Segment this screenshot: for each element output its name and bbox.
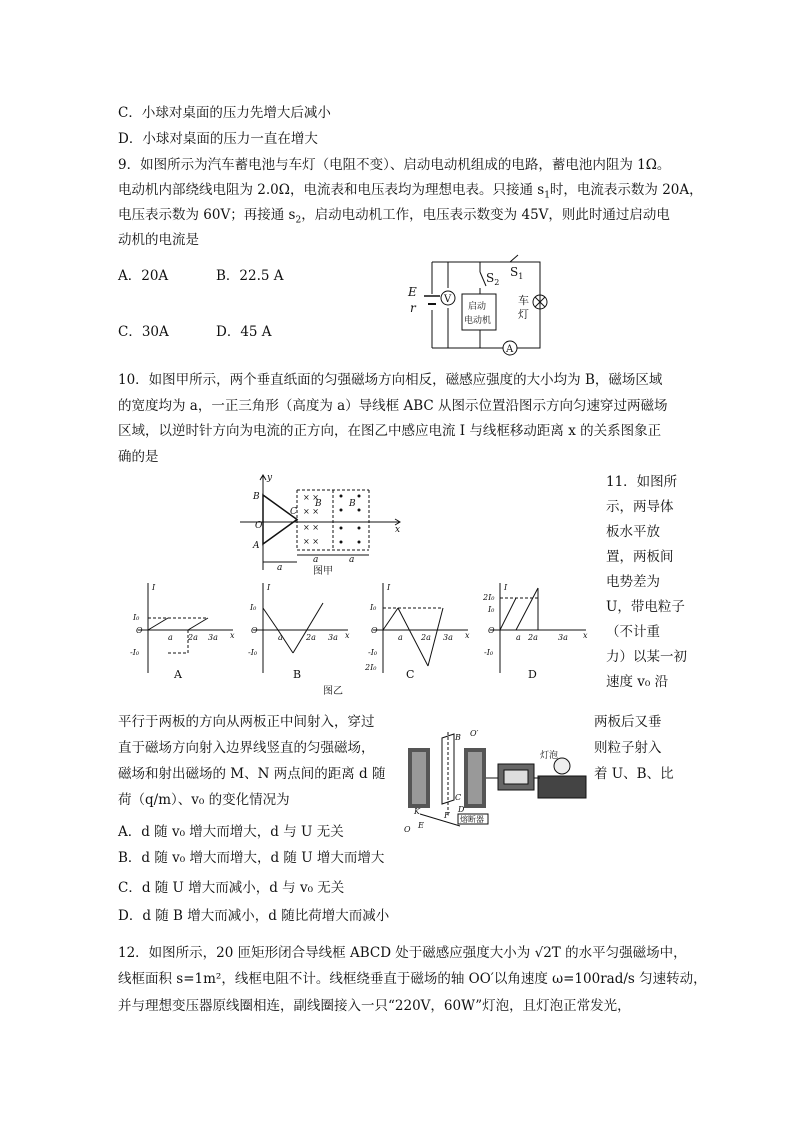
- q11-stem-line2: 直于磁场方向射入边界线竖直的匀强磁场，: [118, 740, 375, 756]
- q11-stem-line1-right: 两板后又垂: [594, 714, 662, 730]
- svg-text:C: C: [455, 793, 462, 802]
- svg-text:B: B: [253, 492, 260, 502]
- svg-text:2a: 2a: [421, 633, 431, 642]
- q10-graph-label-a: A: [174, 668, 182, 681]
- svg-text:O: O: [488, 626, 495, 635]
- svg-text:2I₀: 2I₀: [483, 593, 495, 602]
- svg-text:-I₀: -I₀: [368, 648, 378, 657]
- q11-option-a: A．d 随 v₀ 增大而增大，d 与 U 无关: [118, 824, 344, 840]
- svg-text:× ×: × ×: [303, 537, 319, 546]
- q9-option-c: C．30A: [118, 324, 169, 340]
- q9-voltmeter-label: V: [444, 294, 452, 305]
- q11-side-9: 速度 v₀ 沿: [606, 674, 669, 690]
- svg-text:I₀: I₀: [488, 605, 495, 614]
- svg-text:-I₀: -I₀: [130, 648, 140, 657]
- svg-text:F: F: [444, 811, 450, 820]
- svg-text:× ×: × ×: [303, 523, 319, 532]
- svg-text:2a: 2a: [306, 633, 316, 642]
- svg-text:x: x: [230, 631, 235, 640]
- svg-text:x: x: [345, 631, 350, 640]
- q12-stem-line2: 线框面积 s=1m²，线框电阻不计。线框绕垂直于磁场的轴 OO′以角速度 ω=100rad/s 匀速转动，: [118, 971, 707, 987]
- svg-text:3a: 3a: [208, 633, 218, 642]
- q12-generator-figure: [400, 728, 590, 838]
- svg-text:O: O: [136, 626, 143, 635]
- q9-motor-label-2: 电动机: [464, 316, 492, 326]
- svg-text:I₀: I₀: [133, 613, 140, 622]
- q11-option-d: D．d 随 B 增大而减小，d 随比荷增大而减小: [118, 908, 390, 924]
- q9-stem-line3: 电压表示数为 60V；再接通 $s_2$，启动电动机工作，电压表示数变为 45V，则此时通过启动电: [118, 207, 670, 226]
- svg-text:x: x: [465, 631, 470, 640]
- q11-stem-line3: 磁场和射出磁场的 M、N 两点间的距离 d 随: [118, 766, 386, 782]
- q10-graph-label-c: C: [406, 668, 415, 681]
- svg-text:B: B: [349, 499, 356, 509]
- q12-lamp-label: 灯泡: [540, 751, 559, 761]
- q9-stem-line1: 9．如图所示为汽车蓄电池与车灯（电阻不变）、启动电动机组成的电路，蓄电池内阻为 1Ω。: [118, 157, 671, 173]
- q12-stem-line3: 并与理想变压器原线圈相连，副线圈接入一只“220V，60W”灯泡，且灯泡正常发光，: [118, 998, 631, 1014]
- svg-text:a: a: [277, 563, 283, 573]
- q8-option-d: D．小球对桌面的压力一直在增大: [118, 131, 318, 147]
- q11-stem-line2-right: 则粒子射入: [594, 740, 662, 756]
- svg-text:O: O: [255, 521, 263, 531]
- q11-side-3: 板水平放: [606, 524, 660, 540]
- q11-side-6: U，带电粒子: [606, 599, 685, 615]
- svg-text:x: x: [583, 631, 588, 640]
- svg-text:a: a: [278, 633, 283, 642]
- svg-text:2I₀: 2I₀: [365, 663, 377, 672]
- q12-sqrt-value: √2T: [534, 945, 561, 961]
- q9-motor-label-1: 启动: [468, 302, 487, 312]
- svg-text:I: I: [267, 583, 271, 592]
- svg-text:3a: 3a: [558, 633, 568, 642]
- q9-option-a: A．20A: [118, 268, 169, 284]
- svg-text:I: I: [504, 583, 508, 592]
- q9-internal-r-label: r: [410, 301, 416, 315]
- q11-stem-line3-right: 着 U、B、比: [594, 766, 674, 782]
- q9-option-b: B．22.5 A: [216, 268, 284, 284]
- q11-option-b: B．d 随 v₀ 增大而增大，d 随 U 增大而增大: [118, 850, 385, 866]
- svg-text:× ×: × ×: [303, 493, 319, 502]
- q11-option-c: C．d 随 U 增大而减小，d 与 v₀ 无关: [118, 880, 345, 896]
- q10-figure-yi: [118, 578, 598, 696]
- svg-text:I: I: [387, 583, 391, 592]
- svg-text:B: B: [315, 499, 322, 509]
- svg-text:3a: 3a: [443, 633, 453, 642]
- q11-side-7: （不计重: [606, 624, 660, 640]
- svg-text:E: E: [418, 821, 424, 830]
- q11-side-1: 11．如图所: [606, 474, 678, 490]
- q9-emf-label: E: [408, 285, 417, 299]
- q9-ammeter-label: A: [506, 344, 514, 355]
- q10-stem-line4: 确的是: [118, 449, 159, 465]
- q11-side-2: 示，两导体: [606, 499, 674, 515]
- svg-text:-I₀: -I₀: [248, 648, 258, 657]
- svg-text:3a: 3a: [328, 633, 338, 642]
- svg-text:K: K: [414, 807, 420, 816]
- svg-text:O′: O′: [470, 729, 479, 738]
- q11-side-5: 电势差为: [606, 574, 660, 590]
- svg-text:a: a: [168, 633, 173, 642]
- svg-text:D: D: [458, 805, 465, 814]
- q9-option-d: D．45 A: [216, 324, 272, 340]
- q9-lamp-label-2: 灯: [518, 308, 529, 321]
- q10-figure-yi-caption: 图乙: [323, 686, 343, 696]
- svg-text:2a: 2a: [188, 633, 198, 642]
- svg-text:x: x: [395, 525, 401, 535]
- svg-text:a: a: [398, 633, 403, 642]
- q11-side-8: 力）以某一初: [606, 649, 687, 665]
- q10-stem-line1: 10．如图甲所示，两个垂直纸面的匀强磁场方向相反，磁感应强度的大小均为 B，磁场区域: [118, 372, 663, 388]
- q10-stem-line2: 的宽度均为 a，一正三角形（高度为 a）导线框 ABC 从图示位置沿图示方向匀速穿过两磁场: [118, 398, 668, 414]
- q9-s2-label: $S_2$: [486, 271, 500, 287]
- q9-s1-label: $S_1$: [510, 265, 524, 281]
- svg-text:O: O: [371, 626, 378, 635]
- q11-stem-line1: 平行于两板的方向从两板正中间射入，穿过: [118, 714, 375, 730]
- q9-lamp-label-1: 车: [518, 294, 529, 307]
- svg-text:-I₀: -I₀: [484, 648, 494, 657]
- svg-text:a: a: [349, 555, 355, 565]
- q9-stem-line2: 电动机内部绕线电阻为 2.0Ω，电流表和电压表均为理想电表。只接通 $s_1$时，电流表示数为 20A，: [118, 182, 703, 201]
- q12-fuse-label: 熔断器: [460, 815, 484, 824]
- q11-side-4: 置，两板间: [606, 549, 674, 565]
- q10-stem-line3: 区域，以逆时针方向为电流的正方向，在图乙中感应电流 I 与线框移动距离 x 的关系图象正: [118, 423, 662, 439]
- q9-circuit-diagram: [400, 252, 550, 360]
- q10-figure-jia: [235, 470, 405, 578]
- q10-figure-jia-caption: 图甲: [313, 566, 333, 577]
- svg-text:B: B: [455, 733, 461, 742]
- q10-graph-label-d: D: [528, 668, 537, 681]
- svg-text:A: A: [253, 541, 260, 551]
- svg-text:a: a: [516, 633, 521, 642]
- svg-text:2a: 2a: [528, 633, 538, 642]
- svg-text:× ×: × ×: [303, 507, 319, 516]
- svg-text:a: a: [313, 555, 319, 565]
- q8-option-c: C．小球对桌面的压力先增大后减小: [118, 105, 331, 121]
- svg-text:O: O: [251, 626, 258, 635]
- q12-stem-line1: 12．如图所示，20 匝矩形闭合导线框 ABCD 处于磁感应强度大小为 √2T 的水平匀强磁场中，: [118, 945, 687, 961]
- svg-text:y: y: [267, 473, 273, 483]
- svg-text:I₀: I₀: [250, 603, 257, 612]
- q11-stem-line4: 荷（q/m）、v₀ 的变化情况为: [118, 792, 290, 808]
- q9-stem-line4: 动机的电流是: [118, 232, 199, 248]
- svg-text:C: C: [290, 507, 297, 517]
- svg-text:O: O: [404, 825, 411, 834]
- q10-graph-label-b: B: [293, 668, 302, 681]
- svg-text:I: I: [152, 583, 156, 592]
- svg-text:I₀: I₀: [370, 603, 377, 612]
